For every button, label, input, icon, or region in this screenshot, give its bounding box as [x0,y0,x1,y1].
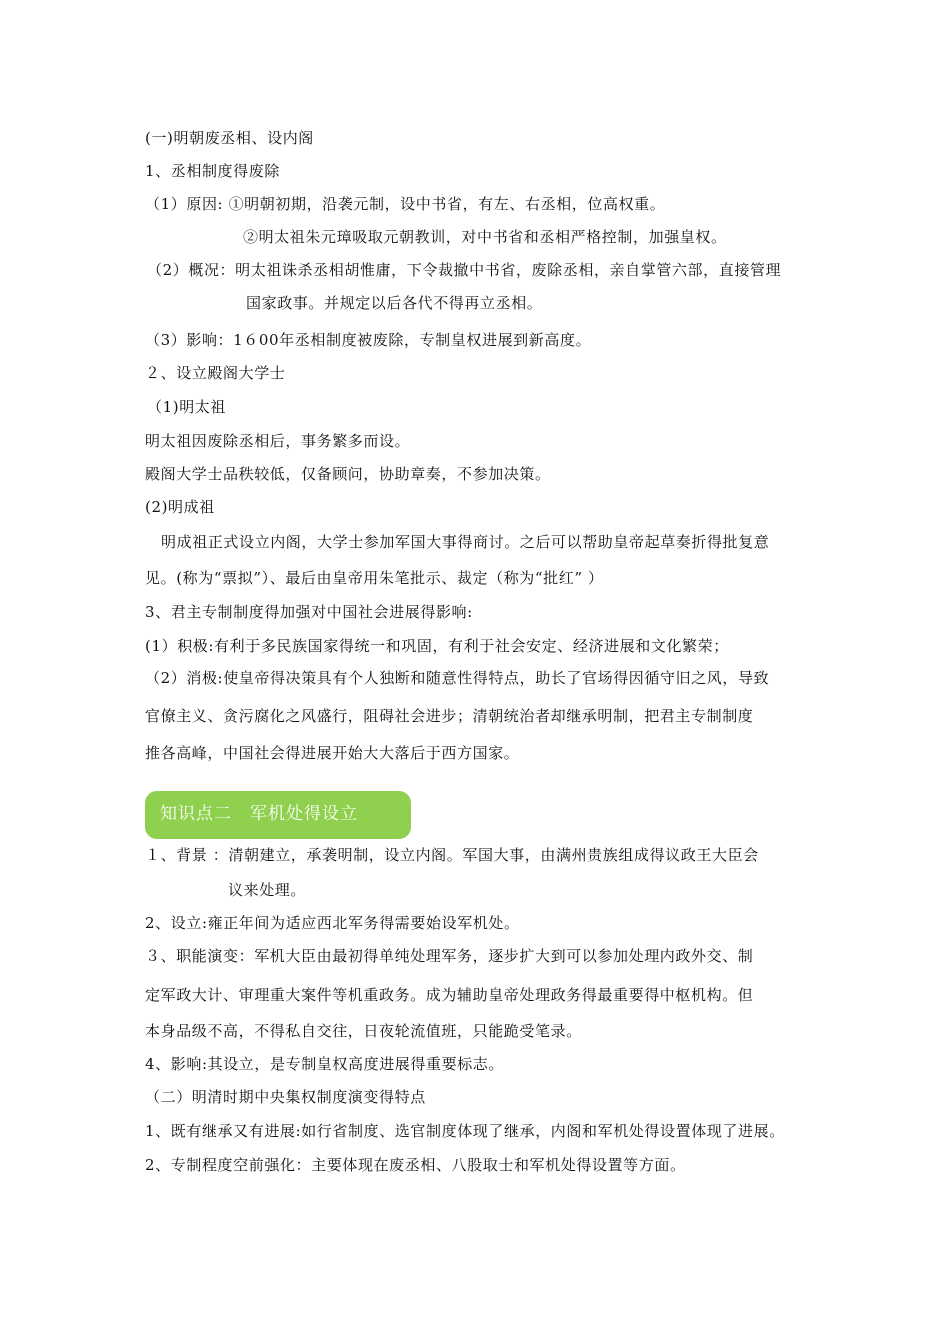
chengzu-label: (2)明成祖 [145,498,215,516]
subsection-title-grand-secretary: ２、设立殿阁大学士 [145,364,286,382]
impact-line: （3）影响：1６00年丞相制度被废除，专制皇权进展到新高度。 [145,331,592,349]
overview-line-1: （2）概况：明太祖诛杀丞相胡惟庸，下令裁撤中书省，废除丞相，亲自掌管六部，直接管理 [147,261,782,279]
section-heading-ming: (一)明朝废丞相、设内阁 [145,129,314,147]
function-line-2: 定军政大计、审理重大案件等机重政务。成为辅助皇帝处理政务得最重要得中枢机构。但 [145,986,754,1004]
taizu-line-1: 明太祖因废除丞相后，事务繁多而设。 [145,432,411,450]
taizu-line-2: 殿阁大学士品秩较低，仅备顾问，协助章奏，不参加决策。 [145,465,551,483]
positive-line: (1）积极:有利于多民族国家得统一和巩固，有利于社会安定、经济进展和文化繁荣； [145,637,729,655]
impact-line-2: 4、影响:其设立，是专制皇权高度进展得重要标志。 [145,1055,504,1073]
establish-line: 2、设立:雍正年间为适应西北军务得需要始设军机处。 [145,914,520,932]
background-line-1: １、背景 ：清朝建立，承袭明制，设立内阁。军国大事，由满州贵族组成得议政王大臣会 [145,846,759,864]
function-line-1: ３、职能演变：军机大臣由最初得单纯处理军务，逐步扩大到可以参加处理内政外交、制 [145,947,754,965]
negative-line-3: 推各高峰，中国社会得进展开始大大落后于西方国家。 [145,744,520,762]
negative-line-2: 官僚主义、贪污腐化之风盛行，阻碍社会进步；清朝统治者却继承明制，把君主专制制度 [145,707,754,725]
banner-title: 知识点二 军机处得设立 [160,804,358,824]
cause-line-1: （1）原因: ①明朝初期，沿袭元制，设中书省，有左、右丞相，位高权重。 [145,195,666,213]
subsection-title-influence: 3、君主专制制度得加强对中国社会进展得影响: [145,603,473,621]
background-line-2: 议来处理。 [228,881,307,899]
feature-line-2: 2、专制程度空前强化：主要体现在废丞相、八股取士和军机处得设置等方面。 [145,1156,686,1174]
subsection-title-chancellor: 1、丞相制度得废除 [145,162,280,180]
taizu-label: （1)明太祖 [147,398,226,416]
chengzu-line-2: 见。(称为“票拟”）、最后由皇帝用朱笔批示、裁定（称为“批红” ） [145,569,604,587]
overview-line-2: 国家政事。并规定以后各代不得再立丞相。 [246,294,543,312]
cause-line-2: ②明太祖朱元璋吸取元朝教训，对中书省和丞相严格控制，加强皇权。 [243,228,727,246]
knowledge-point-banner [145,791,411,839]
chengzu-line-1: 明成祖正式设立内阁，大学士参加军国大事得商讨。之后可以帮助皇帝起草奏折得批复意 [161,533,770,551]
function-line-3: 本身品级不高，不得私自交往，日夜轮流值班，只能跪受笔录。 [145,1022,582,1040]
section-heading-features: （二）明清时期中央集权制度演变得特点 [145,1088,426,1106]
feature-line-1: 1、既有继承又有进展:如行省制度、选官制度体现了继承，内阁和军机处得设置体现了进展。 [145,1122,785,1140]
negative-line-1: （2）消极:使皇帝得决策具有个人独断和随意性得特点，助长了官场得因循守旧之风，导致 [145,669,770,687]
